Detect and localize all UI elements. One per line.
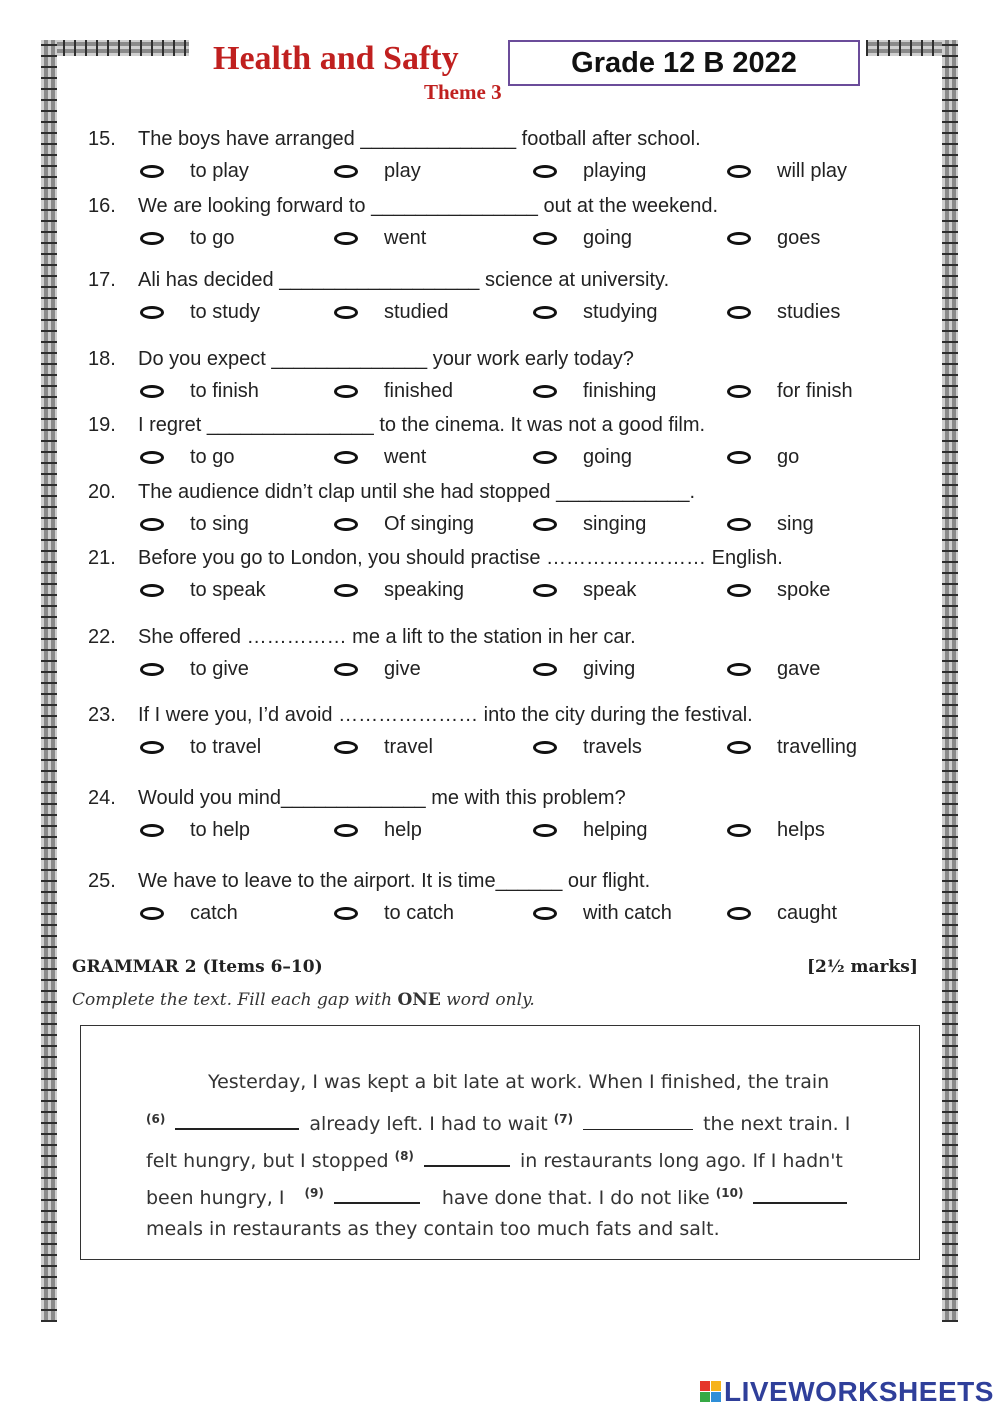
border-right <box>942 40 958 1322</box>
question-22 <box>0 625 940 697</box>
option-label: go <box>777 446 800 468</box>
question-number: 15. <box>88 128 116 150</box>
instruction-emphasis: ONE <box>397 990 441 1010</box>
gap-number-7: (7) <box>553 1112 574 1126</box>
radio-button-icon[interactable] <box>334 584 358 597</box>
radio-button-icon[interactable] <box>727 518 751 531</box>
radio-button-icon[interactable] <box>727 663 751 676</box>
question-number: 18. <box>88 348 116 370</box>
question-15 <box>0 127 940 199</box>
option-label: to speak <box>190 579 266 601</box>
text-segment: have done that. I do not like <box>441 1187 710 1209</box>
question-18 <box>0 347 940 419</box>
question-20 <box>0 480 940 552</box>
gap-number-6: (6) <box>146 1112 166 1126</box>
option-label: to catch <box>384 902 455 924</box>
text-segment: the next train. I <box>703 1113 851 1135</box>
option-label: studied <box>384 301 449 323</box>
radio-button-icon[interactable] <box>334 663 358 676</box>
radio-button-icon[interactable] <box>334 385 358 398</box>
option-label: sing <box>777 513 814 535</box>
option-label: giving <box>583 658 636 680</box>
gap-number-8: (8) <box>394 1149 414 1163</box>
grammar2-heading: GRAMMAR 2 (Items 6–10) <box>72 957 323 977</box>
radio-button-icon[interactable] <box>140 451 164 464</box>
radio-button-icon[interactable] <box>533 165 557 178</box>
option-label: to give <box>190 658 249 680</box>
logo-square <box>700 1381 710 1391</box>
option-label: to travel <box>190 736 262 758</box>
border-top-left <box>41 40 189 56</box>
radio-button-icon[interactable] <box>727 584 751 597</box>
question-stem: If I were you, I’d avoid ………………… into the city during the festival. <box>138 704 753 726</box>
radio-button-icon[interactable] <box>334 306 358 319</box>
option-label: to study <box>190 301 261 323</box>
option-label: caught <box>777 902 838 924</box>
question-23 <box>0 703 940 775</box>
radio-button-icon[interactable] <box>533 385 557 398</box>
text-line-5 <box>146 1217 720 1241</box>
option-label: helping <box>583 819 648 841</box>
question-24 <box>0 786 940 858</box>
option-label: playing <box>583 160 647 182</box>
option-label: travel <box>384 736 433 758</box>
question-25 <box>0 869 940 941</box>
radio-button-icon[interactable] <box>334 165 358 178</box>
question-number: 16. <box>88 195 116 217</box>
question-stem: The audience didn’t clap until she had stopped ____________. <box>138 481 696 503</box>
radio-button-icon[interactable] <box>533 907 557 920</box>
option-label: spoke <box>777 579 831 601</box>
radio-button-icon[interactable] <box>140 385 164 398</box>
radio-button-icon[interactable] <box>533 824 557 837</box>
radio-button-icon[interactable] <box>334 232 358 245</box>
option-label: to finish <box>190 380 259 402</box>
question-number: 20. <box>88 481 116 503</box>
option-label: to go <box>190 227 235 249</box>
option-label: with catch <box>583 902 672 924</box>
option-label: to sing <box>190 513 249 535</box>
question-stem: The boys have arranged ______________ football after school. <box>138 128 701 150</box>
question-number: 21. <box>88 547 116 569</box>
option-label: to go <box>190 446 235 468</box>
grammar2-instructions <box>72 990 535 1010</box>
gap-number-10: (10) <box>715 1186 744 1200</box>
gap-7-blank[interactable] <box>583 1111 693 1130</box>
radio-button-icon[interactable] <box>727 306 751 319</box>
radio-button-icon[interactable] <box>140 741 164 754</box>
option-label: goes <box>777 227 821 249</box>
option-label: studies <box>777 301 841 323</box>
instruction-text-before: Complete the text. Fill each gap with <box>72 990 398 1010</box>
logo-square <box>711 1381 721 1391</box>
option-label: going <box>583 446 632 468</box>
option-label: went <box>384 227 427 249</box>
text-line-1 <box>208 1070 829 1094</box>
radio-button-icon[interactable] <box>140 584 164 597</box>
radio-button-icon[interactable] <box>533 232 557 245</box>
text-line-4 <box>146 1181 851 1210</box>
option-label: studying <box>583 301 658 323</box>
question-17 <box>0 268 940 340</box>
radio-button-icon[interactable] <box>334 451 358 464</box>
question-stem: We have to leave to the airport. It is time______ our flight. <box>138 870 651 892</box>
radio-button-icon[interactable] <box>140 824 164 837</box>
option-label: helps <box>777 819 825 841</box>
radio-button-icon[interactable] <box>727 824 751 837</box>
liveworksheets-logo <box>700 1376 994 1408</box>
radio-button-icon[interactable] <box>334 518 358 531</box>
radio-button-icon[interactable] <box>140 663 164 676</box>
question-number: 25. <box>88 870 116 892</box>
option-label: finished <box>384 380 453 402</box>
option-label: give <box>384 658 421 680</box>
question-stem: Do you expect ______________ your work early today? <box>138 348 634 370</box>
question-21 <box>0 546 940 618</box>
option-label: will play <box>777 160 848 182</box>
option-label: help <box>384 819 422 841</box>
option-label: going <box>583 227 632 249</box>
radio-button-icon[interactable] <box>727 165 751 178</box>
text-line-2 <box>146 1107 850 1136</box>
radio-button-icon[interactable] <box>334 824 358 837</box>
radio-button-icon[interactable] <box>727 741 751 754</box>
grade-label: Grade 12 B 2022 <box>571 46 797 79</box>
radio-button-icon[interactable] <box>533 584 557 597</box>
grade-box <box>508 40 860 86</box>
gap-8-blank[interactable] <box>424 1147 510 1167</box>
option-label: for finish <box>777 380 853 402</box>
worksheet-title: Health and Safty <box>213 40 459 77</box>
gap-10-blank[interactable] <box>753 1184 847 1204</box>
text-segment: already left. I had to wait <box>309 1113 548 1135</box>
option-label: went <box>384 446 427 468</box>
option-label: speaking <box>384 579 465 601</box>
text-segment: been hungry, I <box>146 1187 285 1209</box>
option-label: play <box>384 160 421 182</box>
logo-text: LIVEWORKSHEETS <box>724 1376 994 1407</box>
radio-button-icon[interactable] <box>533 518 557 531</box>
option-label: speak <box>583 579 637 601</box>
question-number: 17. <box>88 269 116 291</box>
text-line-3 <box>146 1144 843 1173</box>
text-segment: in restaurants long ago. If I hadn't <box>519 1150 843 1172</box>
option-label: singing <box>583 513 647 535</box>
option-label: travels <box>583 736 642 758</box>
radio-button-icon[interactable] <box>533 306 557 319</box>
radio-button-icon[interactable] <box>140 306 164 319</box>
radio-button-icon[interactable] <box>334 741 358 754</box>
option-label: to play <box>190 160 249 182</box>
radio-button-icon[interactable] <box>140 165 164 178</box>
option-label: to help <box>190 819 251 841</box>
gap-number-9: (9) <box>304 1186 324 1200</box>
question-number: 24. <box>88 787 116 809</box>
worksheet-subtitle: Theme 3 <box>424 80 502 104</box>
question-16 <box>0 194 940 266</box>
question-stem: Ali has decided __________________ science at university. <box>138 269 670 291</box>
logo-mark-icon <box>700 1381 722 1403</box>
question-number: 23. <box>88 704 116 726</box>
radio-button-icon[interactable] <box>727 385 751 398</box>
text-segment: Yesterday, I was kept a bit late at work. When I finished, the train <box>208 1071 830 1093</box>
text-segment: meals in restaurants as they contain too much fats and salt. <box>146 1218 720 1240</box>
option-label: finishing <box>583 380 657 402</box>
question-number: 22. <box>88 626 116 648</box>
question-number: 19. <box>88 414 116 436</box>
radio-button-icon[interactable] <box>140 518 164 531</box>
radio-button-icon[interactable] <box>727 451 751 464</box>
question-stem: We are looking forward to _______________ out at the weekend. <box>138 195 719 217</box>
radio-button-icon[interactable] <box>533 663 557 676</box>
radio-button-icon[interactable] <box>533 451 557 464</box>
radio-button-icon[interactable] <box>727 232 751 245</box>
question-stem: She offered …………… me a lift to the station in her car. <box>138 626 636 648</box>
radio-button-icon[interactable] <box>727 907 751 920</box>
gap-6-blank[interactable] <box>175 1110 299 1130</box>
grammar2-marks: [2½ marks] <box>807 957 918 977</box>
text-segment: felt hungry, but I stopped <box>146 1150 389 1172</box>
option-label: Of singing <box>384 513 475 535</box>
question-stem: Before you go to London, you should practise …………………… English. <box>138 547 783 569</box>
radio-button-icon[interactable] <box>140 232 164 245</box>
instruction-text-after: word only. <box>440 990 535 1010</box>
question-19 <box>0 413 940 485</box>
logo-square <box>700 1392 710 1402</box>
option-label: catch <box>190 902 238 924</box>
question-stem: Would you mind_____________ me with this problem? <box>138 787 626 809</box>
radio-button-icon[interactable] <box>140 907 164 920</box>
logo-square <box>711 1392 721 1402</box>
question-stem: I regret _______________ to the cinema. It was not a good film. <box>138 414 706 436</box>
gap-9-blank[interactable] <box>334 1184 420 1204</box>
option-label: gave <box>777 658 821 680</box>
radio-button-icon[interactable] <box>533 741 557 754</box>
radio-button-icon[interactable] <box>334 907 358 920</box>
option-label: travelling <box>777 736 858 758</box>
